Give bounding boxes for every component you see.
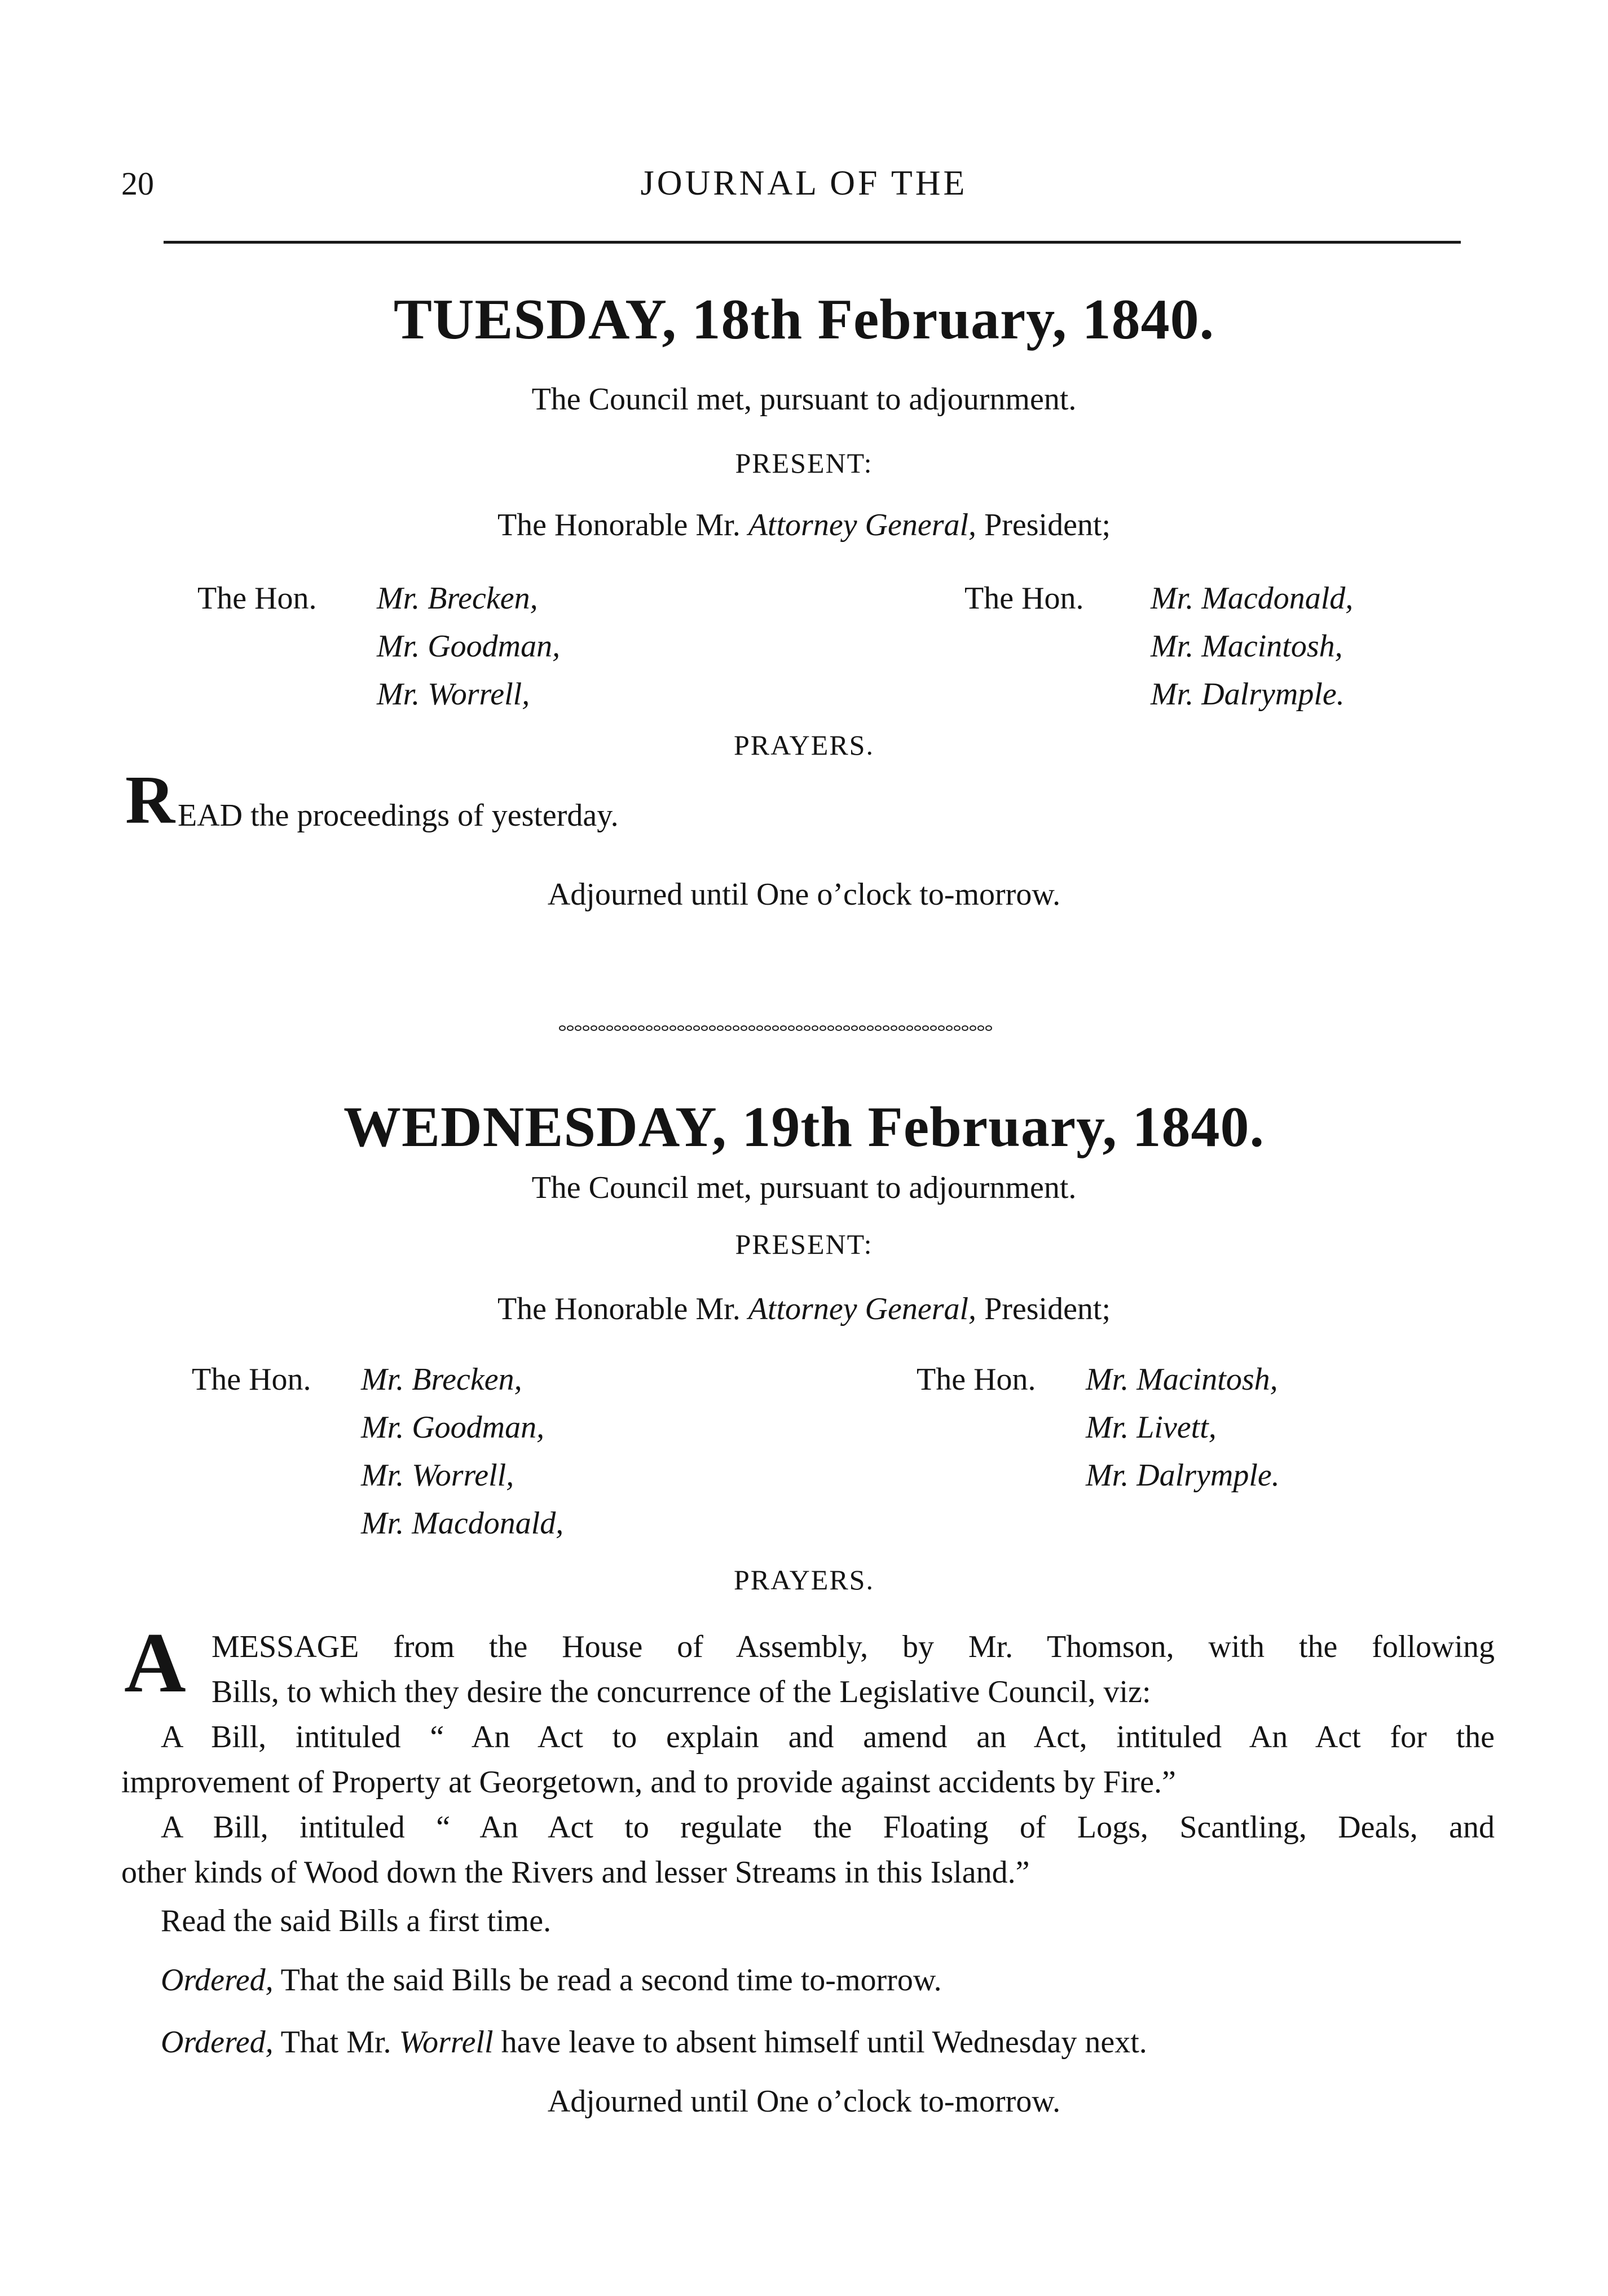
wednesday-member-right-2: Mr. Livett, — [1086, 1410, 1217, 1445]
president-prefix: The Honorable Mr. — [497, 508, 748, 543]
wednesday-date-heading: WEDNESDAY, 19th February, 1840. — [343, 1095, 1265, 1159]
tuesday-met-line: The Council met, pursuant to adjournment. — [531, 382, 1077, 417]
tuesday-hon-left: The Hon. — [197, 581, 317, 616]
ornamental-divider — [558, 1024, 993, 1032]
wednesday-member-left-1: Mr. Brecken, — [361, 1362, 522, 1397]
president-suffix: President; — [976, 1292, 1111, 1327]
header-rule — [164, 241, 1461, 244]
tuesday-read-dropcap: R — [125, 762, 175, 838]
wednesday-prayers-label: PRAYERS. — [734, 1564, 874, 1596]
running-title: JOURNAL OF THE — [640, 164, 968, 202]
tuesday-prayers-label: PRAYERS. — [734, 729, 874, 761]
message-line-2: Bills, to which they desire the concurrence of the Legislative Council, viz: — [212, 1674, 1151, 1709]
bill-1-line-2: improvement of Property at Georgetown, and to provide against accidents by Fire.” — [121, 1765, 1176, 1800]
president-name: Attorney General, — [748, 1292, 977, 1327]
wednesday-message-dropcap: A — [124, 1615, 186, 1710]
ordered-text: That the said Bills be read a second time to-morrow. — [273, 1963, 942, 1998]
wednesday-hon-left: The Hon. — [192, 1362, 311, 1397]
tuesday-member-right-3: Mr. Dalrymple. — [1151, 677, 1345, 712]
wednesday-met-line: The Council met, pursuant to adjournment. — [531, 1170, 1077, 1205]
wednesday-member-right-1: Mr. Macintosh, — [1086, 1362, 1278, 1397]
tuesday-read-line: EAD the proceedings of yesterday. — [178, 798, 619, 833]
president-prefix: The Honorable Mr. — [497, 1292, 748, 1327]
wednesday-president-line — [0, 1289, 1608, 1329]
ordered-label: Ordered, — [161, 2025, 274, 2060]
wednesday-member-left-2: Mr. Goodman, — [361, 1410, 545, 1445]
president-suffix: President; — [976, 508, 1111, 543]
wednesday-bill-1 — [121, 1715, 1495, 1805]
wednesday-hon-right: The Hon. — [917, 1362, 1036, 1397]
wednesday-read-first: Read the said Bills a first time. — [161, 1903, 552, 1938]
page-number: 20 — [121, 165, 154, 202]
ordered-label: Ordered, — [161, 1963, 274, 1998]
wednesday-present-label: PRESENT: — [735, 1228, 873, 1260]
wednesday-ordered-2 — [161, 2022, 1147, 2063]
tuesday-president-line — [0, 505, 1608, 545]
tuesday-present-label: PRESENT: — [735, 447, 873, 479]
tuesday-member-left-1: Mr. Brecken, — [377, 581, 538, 616]
tuesday-member-left-2: Mr. Goodman, — [377, 629, 561, 664]
wednesday-member-right-3: Mr. Dalrymple. — [1086, 1458, 1280, 1493]
tuesday-member-left-3: Mr. Worrell, — [377, 677, 530, 712]
president-name: Attorney General, — [748, 508, 977, 543]
wednesday-bill-2 — [121, 1805, 1495, 1895]
wednesday-member-left-4: Mr. Macdonald, — [361, 1506, 564, 1541]
wednesday-adjourned: Adjourned until One o’clock to-morrow. — [547, 2084, 1061, 2119]
ordered-name: Worrell — [399, 2025, 494, 2060]
bill-1-line-1: A Bill, intituled “ An Act to explain and amend an Act, intituled An Act for the — [161, 1720, 1495, 1755]
bill-2-line-1: A Bill, intituled “ An Act to regulate the Floating of Logs, Scantling, Deals, and — [161, 1810, 1495, 1845]
wednesday-member-left-3: Mr. Worrell, — [361, 1458, 514, 1493]
tuesday-member-right-2: Mr. Macintosh, — [1151, 629, 1343, 664]
ordered-text: have leave to absent himself until Wednesday next. — [493, 2025, 1147, 2060]
tuesday-date-heading: TUESDAY, 18th February, 1840. — [393, 288, 1215, 351]
message-line-1: MESSAGE from the House of Assembly, by Mr. Thomson, with the following — [212, 1629, 1495, 1664]
wednesday-ordered-1 — [161, 1960, 942, 2000]
tuesday-member-right-1: Mr. Macdonald, — [1151, 581, 1354, 616]
bill-2-line-2: other kinds of Wood down the Rivers and lesser Streams in this Island.” — [121, 1855, 1030, 1890]
tuesday-hon-right: The Hon. — [964, 581, 1084, 616]
wednesday-message-paragraph — [212, 1624, 1495, 1715]
ordered-mid: That Mr. — [273, 2025, 399, 2060]
tuesday-adjourned: Adjourned until One o’clock to-morrow. — [547, 877, 1061, 912]
